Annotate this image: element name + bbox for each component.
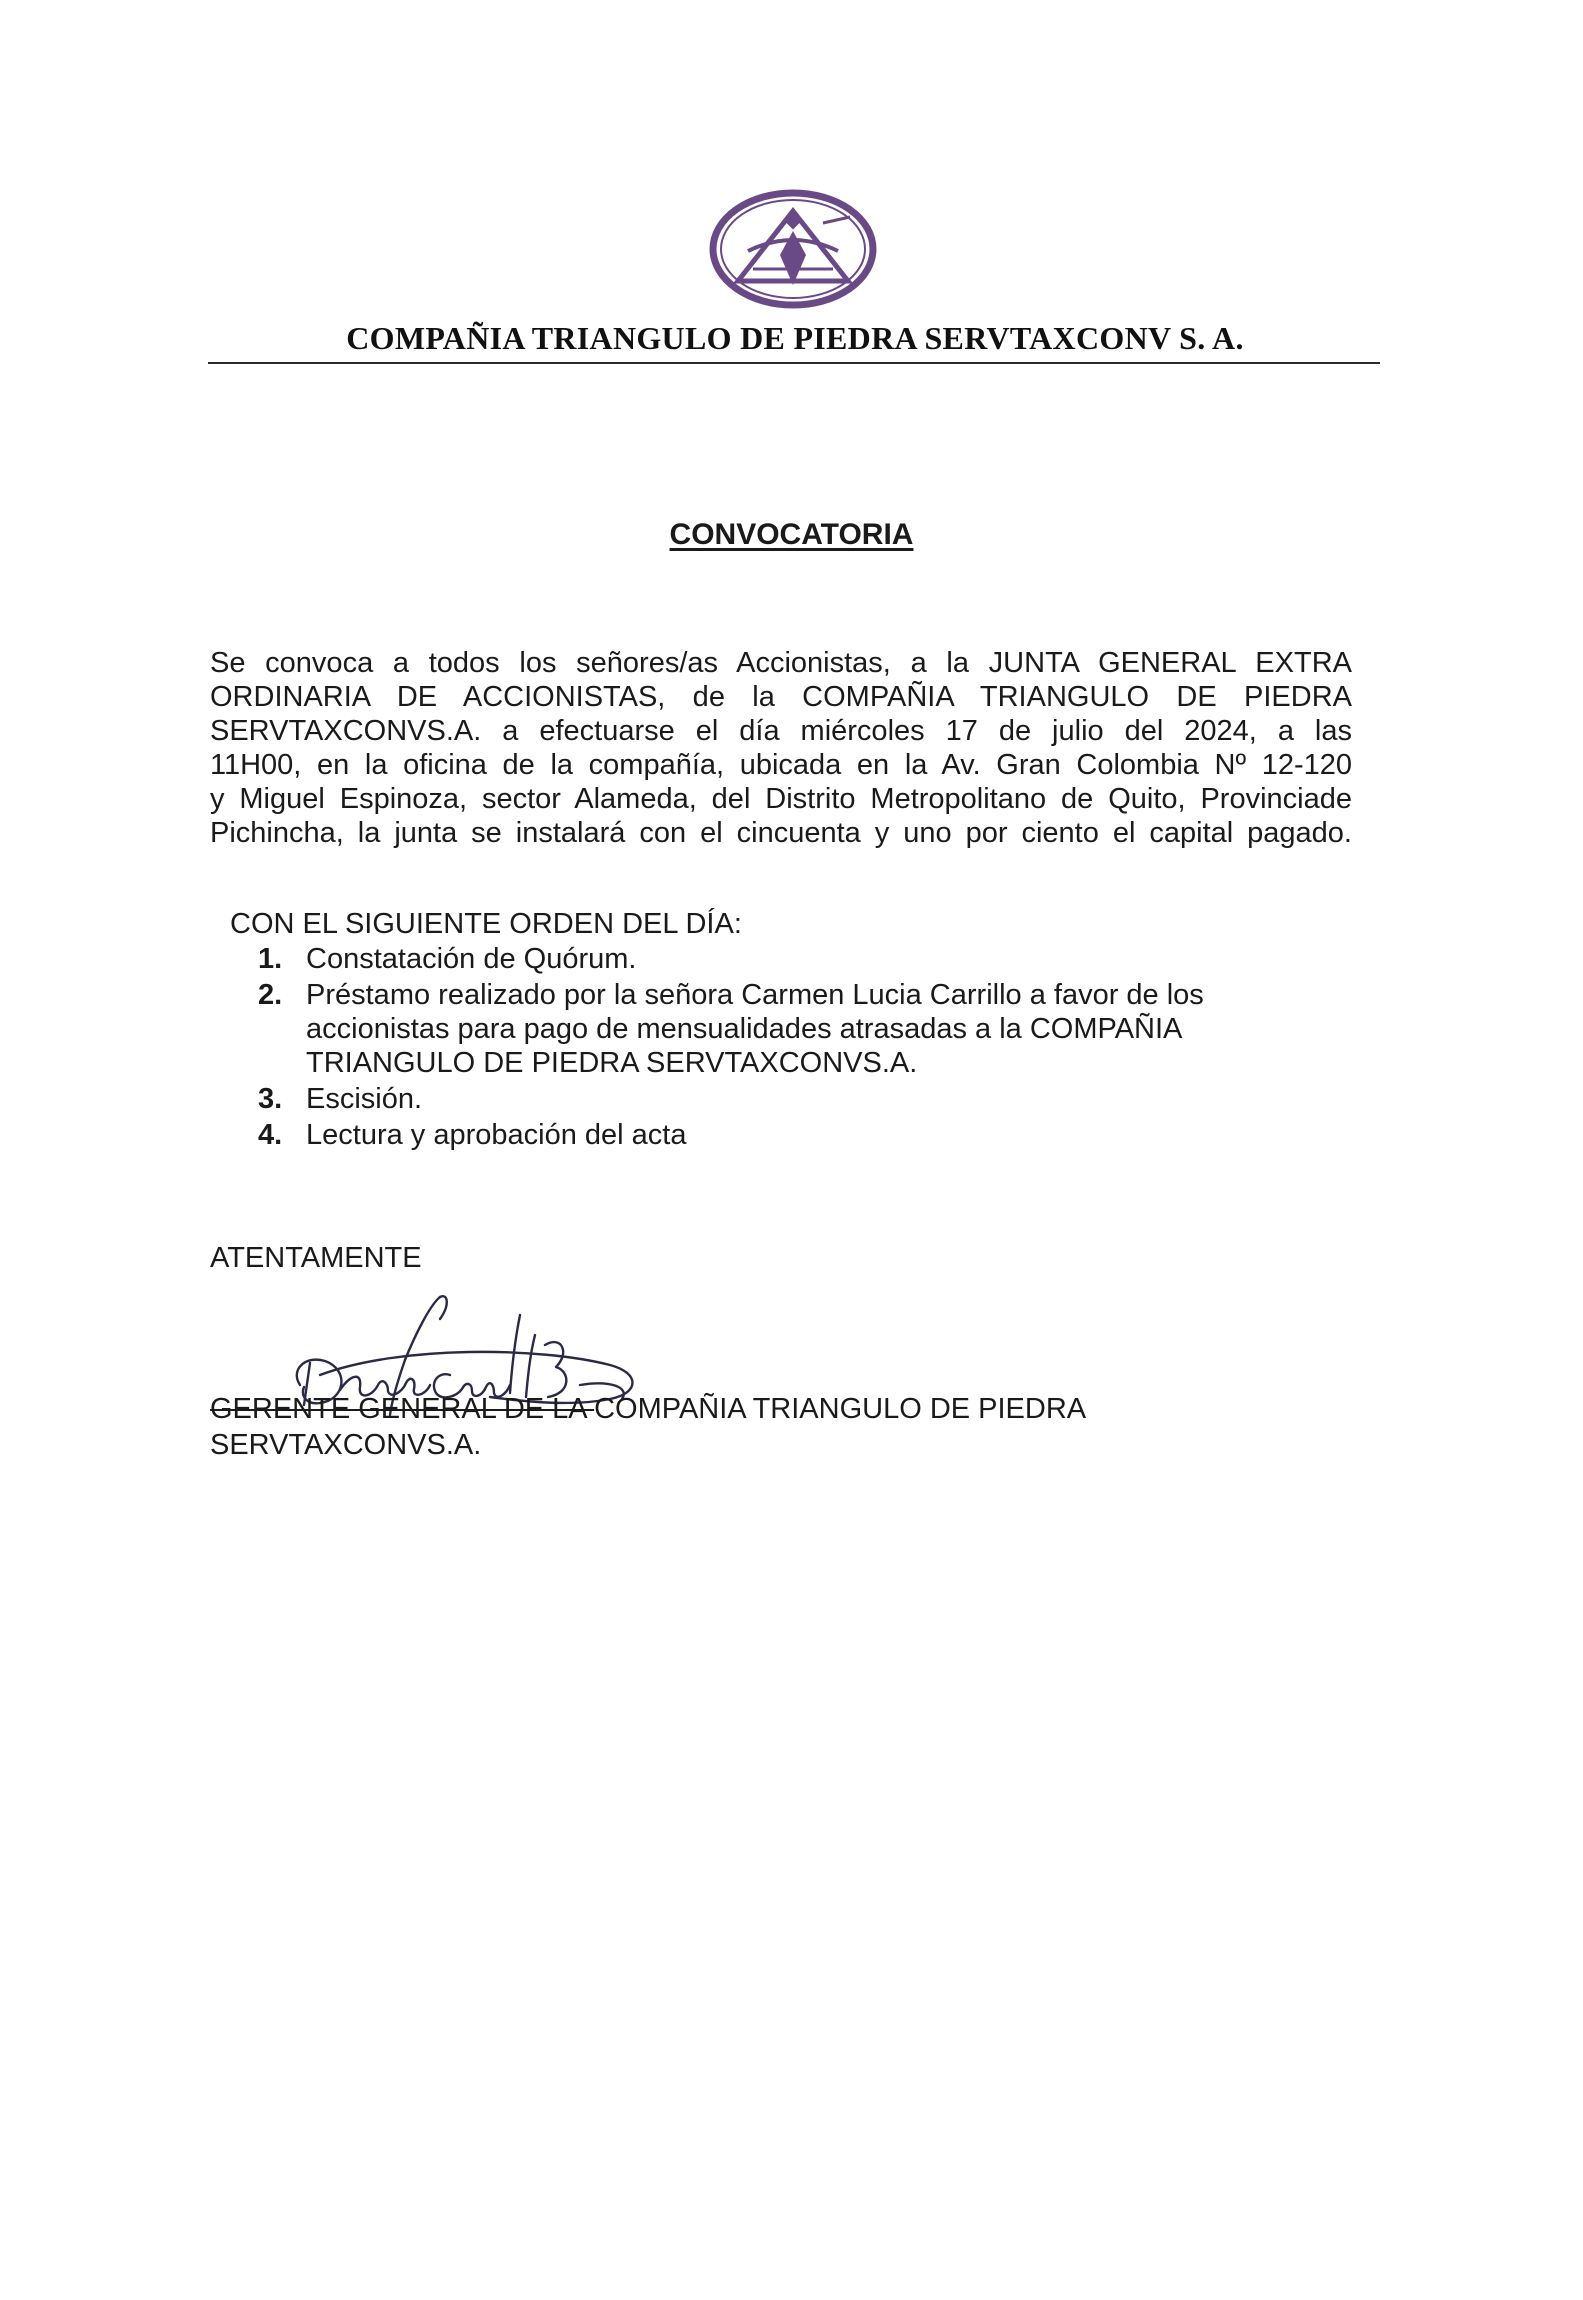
convocation-paragraph	[210, 646, 1352, 850]
agenda-item	[258, 1082, 1358, 1116]
agenda-item-text: Escisión.	[306, 1083, 423, 1115]
agenda-item-text: TRIANGULO DE PIEDRA SERVTAXCONVS.A.	[306, 1047, 918, 1079]
agenda-item-number: 4.	[258, 1119, 283, 1151]
paragraph-line: SERVTAXCONVS.A. a efectuarse el día miércoles 17 de julio del 2024, a las	[210, 715, 1352, 747]
agenda-item-text: Préstamo realizado por la señora Carmen Lucia Carrillo a favor de los	[306, 979, 1204, 1011]
signer-company-line2: SERVTAXCONVS.A.	[210, 1429, 482, 1461]
signer-title	[210, 1391, 1086, 1463]
agenda-list	[258, 942, 1358, 1152]
agenda-item-number: 3.	[258, 1083, 283, 1115]
company-emblem-icon	[708, 189, 878, 309]
paragraph-line: 11H00, en la oficina de la compañía, ubicada en la Av. Gran Colombia Nº 12-120	[210, 749, 1352, 781]
signer-role-struck: GERENTE GENERAL DE LA	[210, 1393, 595, 1425]
agenda-intro: CON EL SIGUIENTE ORDEN DEL DÍA:	[230, 908, 742, 940]
company-title: COMPAÑIA TRIANGULO DE PIEDRA SERVTAXCONV S. A.	[346, 320, 1244, 356]
paragraph-line: Pichincha, la junta se instalará con el cincuenta y uno por ciento el capital pagado.	[210, 817, 1352, 849]
paragraph-line: Se convoca a todos los señores/as Accionistas, a la JUNTA GENERAL EXTRA	[210, 647, 1352, 679]
agenda-item-text: Lectura y aprobación del acta	[306, 1119, 687, 1151]
agenda-item	[258, 942, 1358, 976]
document-heading: CONVOCATORIA	[669, 518, 914, 551]
paragraph-line: y Miguel Espinoza, sector Alameda, del Distrito Metropolitano de Quito, Provinciade	[210, 783, 1352, 815]
agenda-item-text: Constatación de Quórum.	[306, 943, 637, 975]
signer-company: COMPAÑIA TRIANGULO DE PIEDRA	[594, 1393, 1087, 1425]
closing-salutation: ATENTAMENTE	[210, 1242, 422, 1274]
agenda-item-number: 2.	[258, 979, 283, 1011]
header-divider	[208, 362, 1380, 364]
agenda-item-text: accionistas para pago de mensualidades atrasadas a la COMPAÑIA	[306, 1013, 1183, 1045]
agenda-item-number: 1.	[258, 943, 283, 975]
agenda-item	[258, 978, 1358, 1080]
paragraph-line: ORDINARIA DE ACCIONISTAS, de la COMPAÑIA TRIANGULO DE PIEDRA	[210, 681, 1352, 713]
agenda-item	[258, 1118, 1358, 1152]
